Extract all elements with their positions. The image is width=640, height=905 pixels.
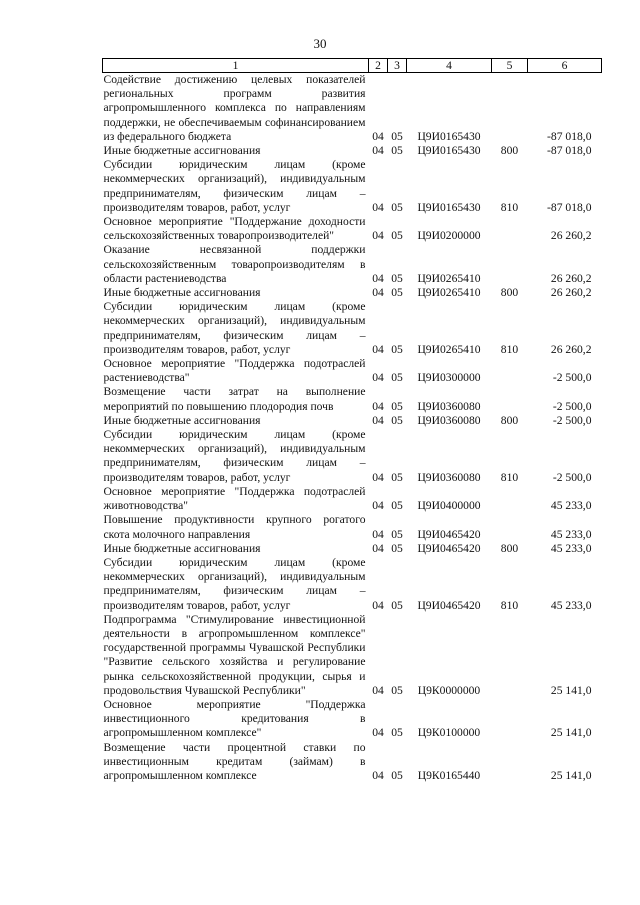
row-section: 04 — [372, 413, 384, 427]
row-section: 04 — [372, 342, 384, 356]
row-section: 04 — [372, 144, 384, 158]
row-name: Повышение продуктивности крупного рогатого скота молочного направления — [103, 513, 366, 541]
row-name: Субсидии юридическим лицам (кроме некоммерческих организаций), индивидуальным предпринимателям, физическим лицам – производителям товаров, работ, услуг — [103, 300, 366, 356]
header-col-pr: 3 — [388, 59, 407, 73]
row-subsection: 05 — [391, 129, 403, 143]
row-section: 04 — [372, 271, 384, 285]
row-section: 04 — [372, 129, 384, 143]
table-row — [103, 73, 602, 145]
row-expense-type — [492, 357, 528, 385]
row-target-article: Ц9К0165440 — [417, 768, 481, 782]
table-row — [103, 698, 602, 741]
row-expense-type — [492, 385, 528, 413]
row-target-article: Ц9И0265410 — [417, 286, 481, 300]
row-expense-type — [492, 215, 528, 243]
row-subsection: 05 — [391, 286, 403, 300]
row-amount: 26 260,2 — [550, 342, 592, 356]
row-section: 04 — [372, 541, 384, 555]
row-target-article: Ц9И0465420 — [417, 527, 481, 541]
row-name: Основное мероприятие "Поддержка подотраслей животноводства" — [103, 484, 366, 513]
row-section: 04 — [372, 768, 384, 782]
row-subsection: 05 — [391, 683, 403, 697]
row-subsection: 05 — [391, 768, 403, 782]
row-subsection: 05 — [391, 271, 403, 285]
row-target-article: Ц9И0360080 — [417, 470, 481, 484]
table-row — [103, 556, 602, 613]
row-section: 04 — [372, 598, 384, 612]
table-row — [103, 513, 602, 541]
row-subsection: 05 — [391, 371, 403, 385]
row-name: Основное мероприятие "Поддержание доходности сельскохозяйственных товаропроизводителей" — [103, 215, 366, 243]
row-amount: -2 500,0 — [552, 413, 592, 427]
row-name: Иные бюджетные ассигнования — [103, 541, 261, 555]
row-name: Субсидии юридическим лицам (кроме некоммерческих организаций), индивидуальным предпринимателям, физическим лицам – производителям товаров, работ, услуг — [103, 555, 366, 612]
row-amount: 26 260,2 — [550, 271, 592, 285]
table-row — [103, 357, 602, 385]
row-amount: 45 233,0 — [550, 598, 592, 612]
header-col-csr: 4 — [407, 59, 492, 73]
table-row — [103, 414, 602, 428]
row-name: Возмещение части процентной ставки по инвестиционным кредитам (займам) в агропромышленном комплексе — [103, 740, 366, 782]
row-section: 04 — [372, 286, 384, 300]
row-target-article: Ц9И0165430 — [417, 144, 481, 158]
row-name: Иные бюджетные ассигнования — [103, 286, 261, 300]
row-subsection: 05 — [391, 200, 403, 214]
row-expense-type — [492, 243, 528, 286]
row-name: Содействие достижению целевых показателей региональных программ развития агропромышленного комплекса по направлениям поддержки, не обеспечиваемым софинансированием из федерального бюджета — [103, 73, 366, 143]
row-subsection: 05 — [391, 229, 403, 243]
row-expense-type: 800 — [500, 144, 519, 158]
page-number: 30 — [313, 36, 327, 51]
row-section: 04 — [372, 371, 384, 385]
row-expense-type — [492, 73, 528, 145]
row-section: 04 — [372, 399, 384, 413]
row-target-article: Ц9И0265410 — [417, 271, 481, 285]
table-row — [103, 158, 602, 215]
row-amount: 25 141,0 — [550, 768, 592, 782]
row-name: Возмещение части затрат на выполнение мероприятий по повышению плодородия почв — [103, 385, 366, 413]
row-expense-type: 800 — [500, 541, 519, 555]
table-row — [103, 385, 602, 413]
header-col-name: 1 — [103, 59, 369, 73]
table-row — [103, 428, 602, 485]
header-col-vr: 5 — [492, 59, 528, 73]
row-name: Оказание несвязанной поддержки сельскохозяйственным товаропроизводителям в области растениеводства — [103, 243, 366, 285]
row-section: 04 — [372, 470, 384, 484]
row-expense-type — [492, 698, 528, 741]
row-name: Основное мероприятие "Поддержка инвестиционного кредитования в агропромышленном комплексе" — [103, 697, 366, 740]
table-row — [103, 215, 602, 243]
header-col-rz: 2 — [369, 59, 388, 73]
row-section: 04 — [372, 683, 384, 697]
row-target-article: Ц9И0360080 — [417, 399, 481, 413]
row-target-article: Ц9И0465420 — [417, 541, 481, 555]
row-name: Основное мероприятие "Поддержка подотраслей растениеводства" — [103, 357, 366, 385]
budget-table — [102, 58, 602, 783]
row-section: 04 — [372, 726, 384, 740]
row-target-article: Ц9И0265410 — [417, 342, 481, 356]
row-section: 04 — [372, 527, 384, 541]
row-subsection: 05 — [391, 726, 403, 740]
row-expense-type: 800 — [500, 413, 519, 427]
row-amount: 26 260,2 — [550, 229, 592, 243]
row-expense-type: 800 — [500, 286, 519, 300]
row-subsection: 05 — [391, 144, 403, 158]
table-row — [103, 485, 602, 513]
row-amount: 26 260,2 — [550, 286, 592, 300]
row-target-article: Ц9И0165430 — [417, 129, 481, 143]
row-amount: -2 500,0 — [552, 371, 592, 385]
row-amount: -87 018,0 — [547, 144, 592, 158]
row-expense-type: 810 — [500, 342, 519, 356]
row-name: Субсидии юридическим лицам (кроме некоммерческих организаций), индивидуальным предпринимателям, физическим лицам – производителям товаров, работ, услуг — [103, 428, 366, 484]
row-amount: 45 233,0 — [550, 499, 592, 513]
row-amount: -2 500,0 — [552, 470, 592, 484]
row-target-article: Ц9И0400000 — [417, 499, 481, 513]
row-target-article: Ц9К0100000 — [417, 726, 481, 740]
row-expense-type: 810 — [500, 470, 519, 484]
row-expense-type — [492, 741, 528, 784]
row-amount: 25 141,0 — [550, 726, 592, 740]
row-amount: 45 233,0 — [550, 541, 592, 555]
row-amount: 25 141,0 — [550, 683, 592, 697]
row-section: 04 — [372, 229, 384, 243]
row-subsection: 05 — [391, 541, 403, 555]
row-amount: -87 018,0 — [547, 200, 592, 214]
row-name: Подпрограмма "Стимулирование инвестиционной деятельности в агропромышленном комплексе" государственной программы Чувашской Республики "Развитие сельского хозяйства и регулирование рынка сельскохозяйственной продукции, сырья и продовольствия Чувашской Республики" — [103, 612, 366, 697]
row-amount: -2 500,0 — [552, 399, 592, 413]
row-expense-type: 810 — [500, 200, 519, 214]
row-target-article: Ц9И0165430 — [417, 200, 481, 214]
table-row — [103, 300, 602, 357]
row-expense-type: 810 — [500, 598, 519, 612]
row-target-article: Ц9И0300000 — [417, 371, 481, 385]
row-name: Иные бюджетные ассигнования — [103, 413, 261, 427]
table-row — [103, 542, 602, 556]
row-name: Иные бюджетные ассигнования — [103, 144, 261, 158]
row-subsection: 05 — [391, 470, 403, 484]
row-subsection: 05 — [391, 598, 403, 612]
header-col-sum: 6 — [528, 59, 602, 73]
table-row — [103, 741, 602, 784]
row-target-article: Ц9К0000000 — [417, 683, 481, 697]
row-amount: 45 233,0 — [550, 527, 592, 541]
table-row — [103, 613, 602, 698]
row-section: 04 — [372, 200, 384, 214]
table-header-row — [103, 59, 602, 73]
row-expense-type — [492, 513, 528, 541]
table-row — [103, 144, 602, 158]
row-subsection: 05 — [391, 499, 403, 513]
row-expense-type — [492, 613, 528, 698]
row-target-article: Ц9И0360080 — [417, 413, 481, 427]
table-row — [103, 243, 602, 286]
row-target-article: Ц9И0465420 — [417, 598, 481, 612]
row-name: Субсидии юридическим лицам (кроме некоммерческих организаций), индивидуальным предпринимателям, физическим лицам – производителям товаров, работ, услуг — [103, 158, 366, 214]
row-subsection: 05 — [391, 399, 403, 413]
table-row — [103, 286, 602, 300]
row-subsection: 05 — [391, 413, 403, 427]
row-target-article: Ц9И0200000 — [417, 229, 481, 243]
row-section: 04 — [372, 499, 384, 513]
row-expense-type — [492, 485, 528, 513]
row-subsection: 05 — [391, 527, 403, 541]
row-subsection: 05 — [391, 342, 403, 356]
row-amount: -87 018,0 — [547, 129, 592, 143]
